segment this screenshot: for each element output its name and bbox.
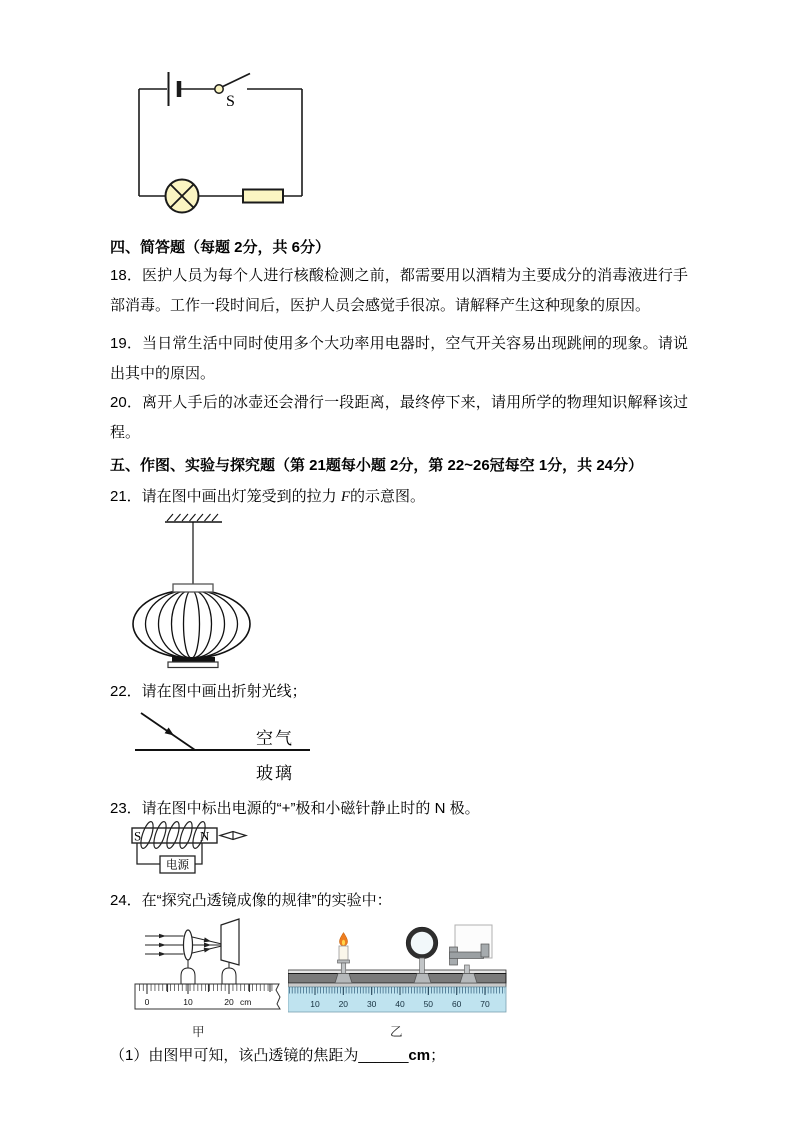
lamp-icon: [166, 180, 199, 213]
ruler-tick-10: 10: [183, 997, 193, 1007]
compass-needle-icon: [220, 832, 246, 840]
lantern-body: [133, 590, 250, 658]
bench-tick-30: 30: [366, 999, 377, 1009]
optical-bench-figure: [288, 917, 513, 1022]
solenoid-figure: [125, 818, 255, 880]
question-24: 24．在“探究凸透镜成像的规律”的实验中：: [110, 892, 392, 909]
refraction-figure: [130, 703, 340, 783]
question-21-suffix: 的示意图。: [350, 488, 426, 505]
incident-ray: [141, 713, 195, 750]
q24-sub1-tail: ；: [430, 1047, 446, 1064]
ruler-tick-0: 0: [144, 997, 150, 1007]
question-19: 19．当日常生活中同时使用多个大功率用电器时，空气开关容易出现跳闸的现象。请说出其中的原因。: [110, 335, 688, 382]
bench-tick-50: 50: [423, 999, 434, 1009]
power-supply-label: 电源: [166, 859, 189, 872]
candle-icon: [335, 933, 352, 984]
switch-label: S: [226, 93, 235, 110]
answer-blank: ______: [358, 1047, 409, 1064]
figure-yi-caption: 乙: [390, 1025, 403, 1039]
bench-tick-10: 10: [310, 999, 320, 1009]
circuit-wires: [139, 89, 302, 196]
lens-focal-figure: [133, 915, 288, 1023]
question-22: 22．请在图中画出折射光线；: [110, 683, 307, 700]
parallel-rays: [145, 934, 184, 956]
lantern-bottom-cap: [168, 657, 218, 668]
question-23: 23．请在图中标出电源的“+”极和小磁针静止时的 N 极。: [110, 800, 480, 817]
resistor-icon: [243, 190, 283, 203]
question-21: [110, 482, 688, 512]
question-21-prefix: 21．请在图中画出灯笼受到的拉力: [110, 488, 341, 505]
section5-heading: 五、作图、实验与探究题（第 21题每小题 2分，第 22~26冠每空 1分，共 24分）: [110, 457, 644, 474]
section4-heading: 四、简答题（每题 2分，共 6分）: [110, 239, 331, 256]
lantern-top-cap: [173, 584, 213, 592]
ceiling-icon: [165, 514, 222, 522]
battery-icon: [169, 72, 180, 106]
circuit-diagram: [130, 65, 315, 215]
ruler-icon: [135, 984, 280, 1009]
right-pole-label: N: [200, 828, 210, 844]
medium-above-label: 空气: [256, 729, 294, 748]
left-pole-label: S: [134, 828, 142, 844]
converging-rays: [188, 936, 226, 954]
bench-tick-70: 70: [480, 999, 490, 1009]
bench-ruler: [288, 987, 506, 1012]
switch-icon: [215, 74, 250, 111]
question-18: 18．医护人员为每个人进行核酸检测之前，都需要用以酒精为主要成分的消毒液进行手部消毒。工作一段时间后，医护人员会感觉手很凉。请解释产生这种现象的原因。: [110, 267, 688, 314]
bench-tick-20: 20: [338, 999, 349, 1009]
lantern-figure: [125, 512, 270, 672]
convex-lens-icon: [181, 930, 195, 984]
bench-tick-40: 40: [395, 999, 405, 1009]
q24-sub1-unit: cm: [408, 1047, 431, 1064]
medium-below-label: 玻璃: [256, 764, 294, 783]
ruler-unit: cm: [240, 997, 252, 1007]
ruler-tick-20: 20: [224, 997, 234, 1007]
question-20: 20．离开人手后的冰壶还会滑行一段距离，最终停下来，请用所学的物理知识解释该过程。: [110, 394, 688, 441]
screen-icon: [221, 919, 239, 984]
q24-sub1-prefix: （1）由图甲可知，该凸透镜的焦距为: [110, 1047, 359, 1064]
bench-tick-60: 60: [451, 999, 462, 1009]
question-24-sub1: [110, 1041, 688, 1071]
figure-jia-caption: 甲: [192, 1025, 205, 1039]
force-symbol: F: [340, 489, 351, 505]
